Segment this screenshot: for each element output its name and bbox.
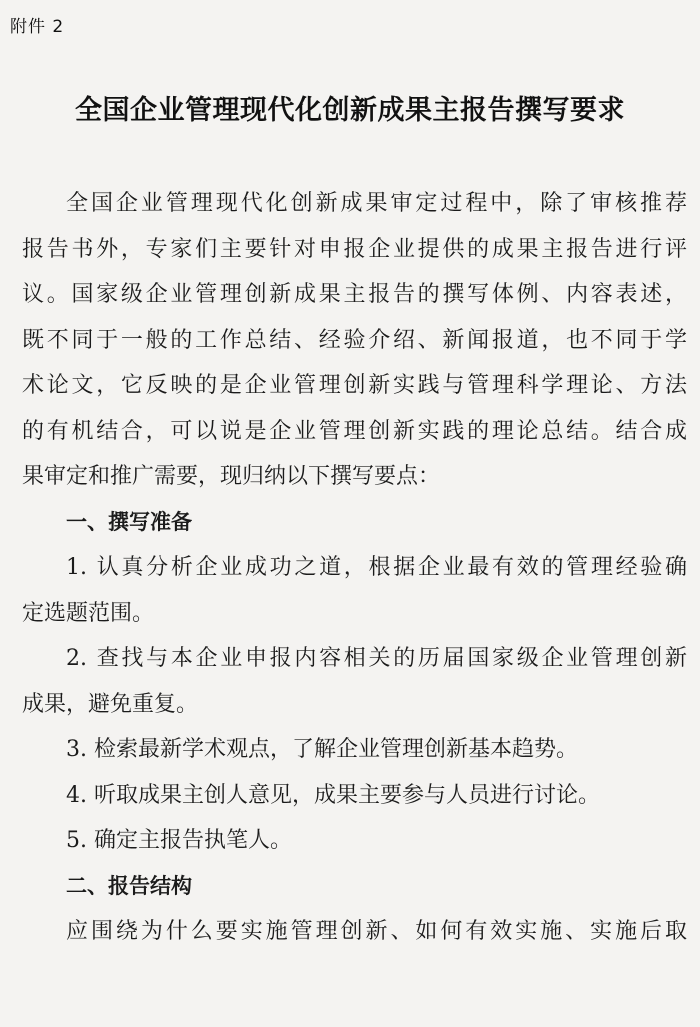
prep-item-3: 3. 检索最新学术观点，了解企业管理创新基本趋势。 [66,737,578,762]
prep-item-4: 4. 听取成果主创人意见，成果主要参与人员进行讨论。 [66,782,600,808]
attachment-label: 附件 2 [10,17,65,37]
prep-item-1: 1. 认真分析企业成功之道，根据企业最有效的管理经验确 定选题范围。 [22,555,687,626]
intro-line: 议。国家级企业管理创新成果主报告的撰写体例、内容表述， [22,282,687,307]
structure-paragraph: 应围绕为什么要实施管理创新、如何有效实施、实施后取 [66,919,687,944]
intro-line: 报告书外，专家们主要针对申报企业提供的成果主报告进行评 [22,236,687,262]
prep-item-2: 2. 查找与本企业申报内容相关的历届国家级企业管理创新 成果，避免重复。 [22,646,687,717]
intro-line: 既不同于一般的工作总结、经验介绍、新闻报道，也不同于学 [22,327,687,353]
document-title: 全国企业管理现代化创新成果主报告撰写要求 [75,95,625,126]
intro-line: 果审定和推广需要，现归纳以下撰写要点： [22,464,441,489]
intro-paragraph [22,181,687,500]
prep-item-5: 5. 确定主报告执笔人。 [66,828,292,853]
intro-line: 全国企业管理现代化创新成果审定过程中，除了审核推荐 [66,191,687,216]
section-heading-preparation: 一、撰写准备 [66,509,192,534]
document-body [22,181,687,955]
section-heading-structure: 二、报告结构 [66,873,192,898]
intro-line: 术论文，它反映的是企业管理创新实践与管理科学理论、方法 [22,373,687,398]
intro-line: 的有机结合，可以说是企业管理创新实践的理论总结。结合成 [22,418,687,444]
